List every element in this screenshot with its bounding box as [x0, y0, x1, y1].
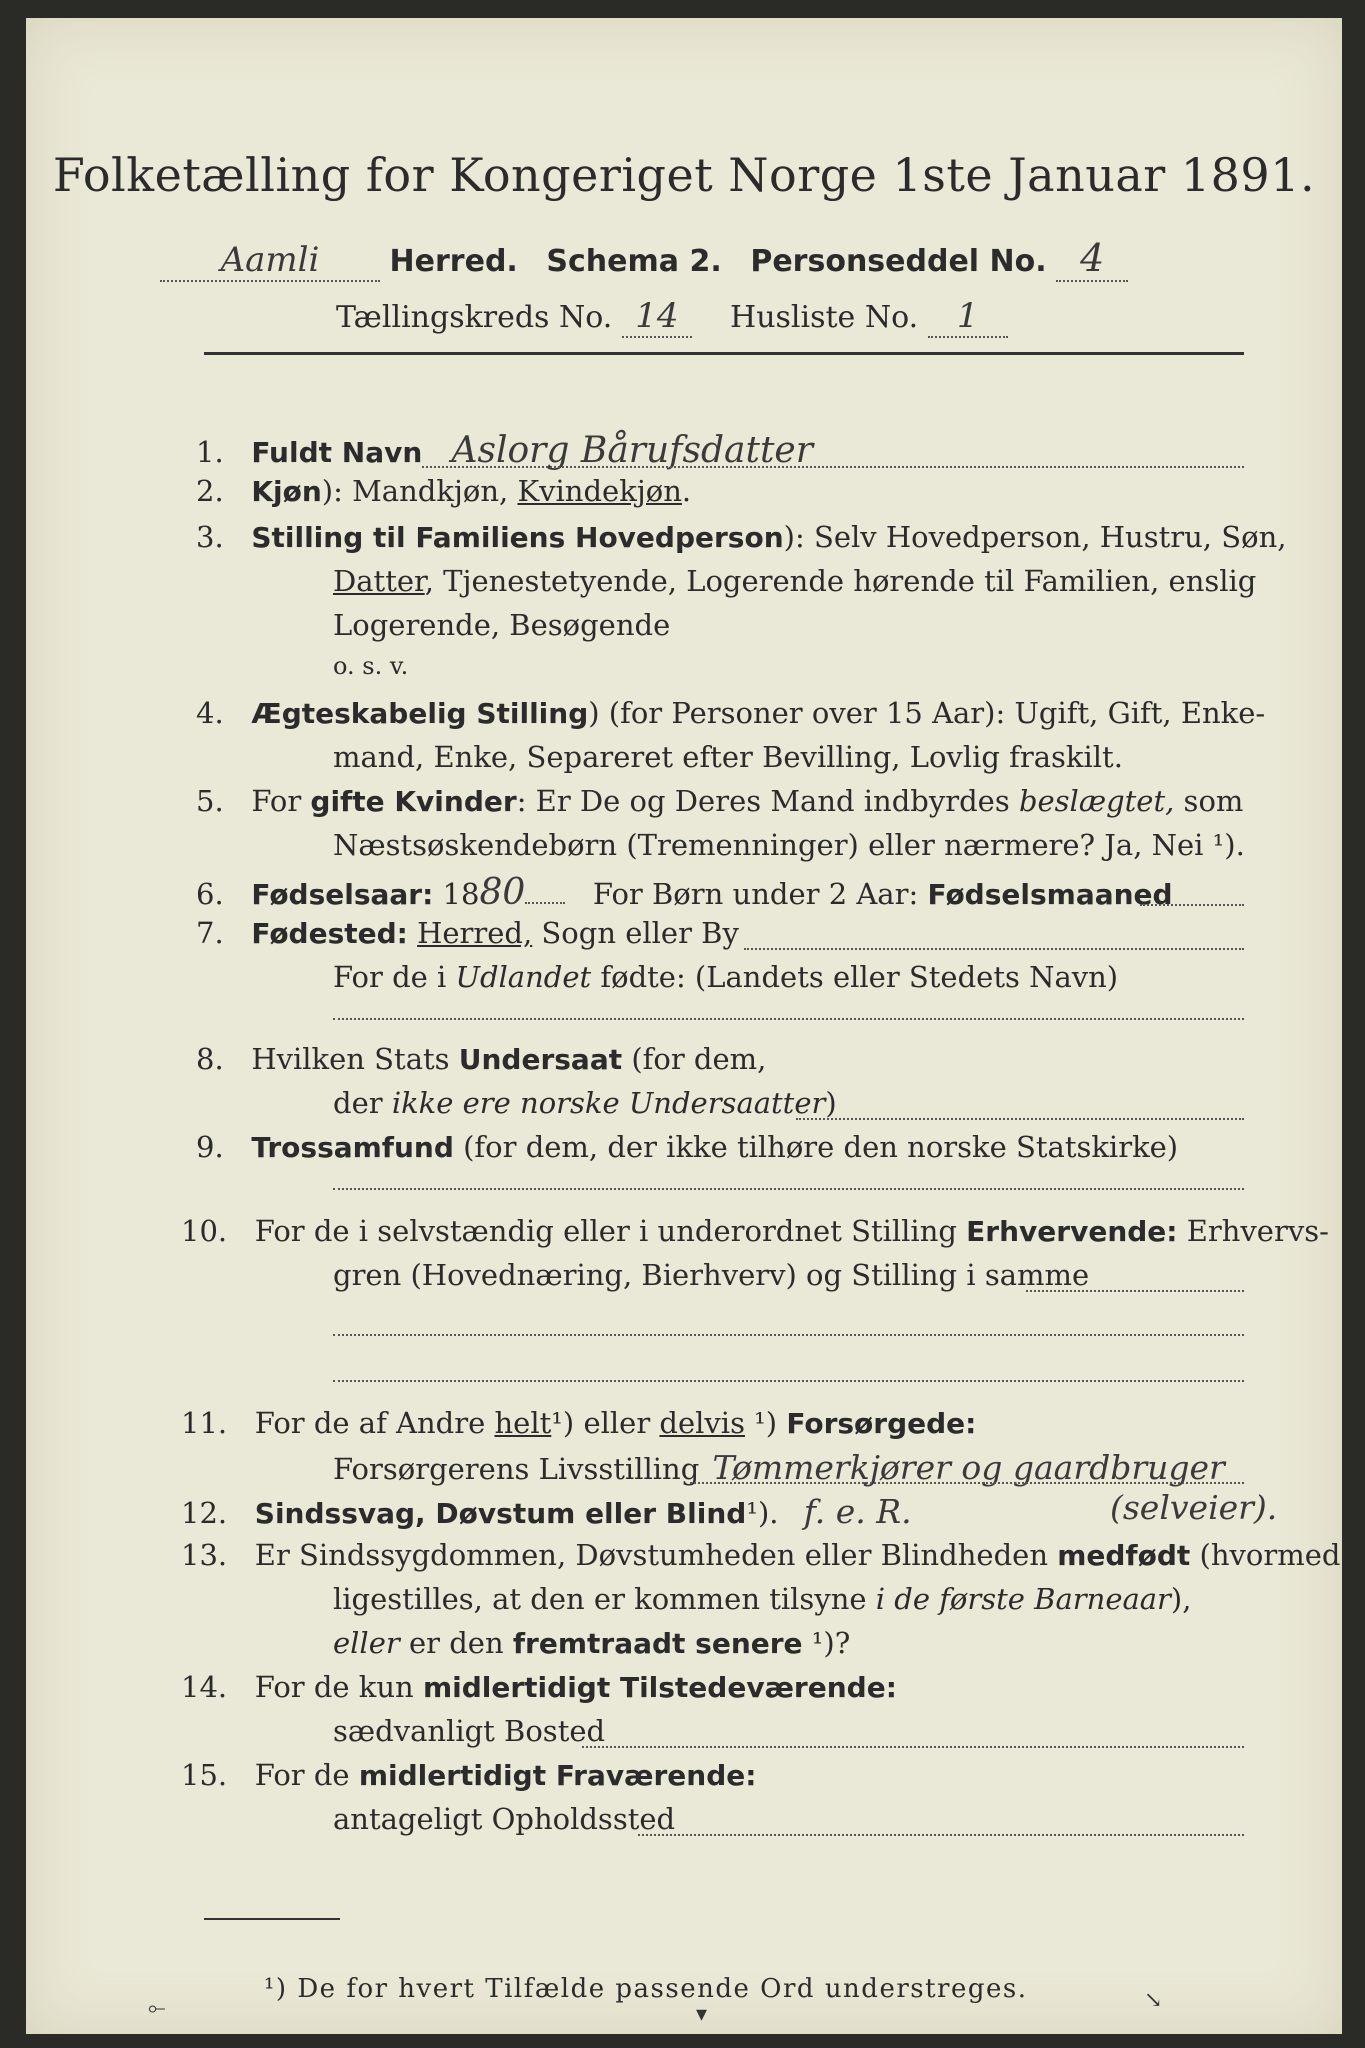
q3-line4: o. s. v.	[333, 652, 409, 680]
q11-delvis: delvis	[659, 1406, 745, 1440]
question-4	[196, 696, 1265, 730]
q11-dotted-line	[690, 1482, 1244, 1484]
pencil-mark-icon: ▾	[696, 2002, 708, 2027]
q13-prefix: Er Sindssygdommen, Døvstumheden eller Blindheden	[254, 1538, 1058, 1572]
header-line-1	[160, 236, 1128, 282]
q10-line2: gren (Hovednæring, Bierhverv) og Stilling i samme	[333, 1258, 1090, 1292]
q8-number: 8.	[196, 1042, 224, 1076]
q1-label: Fuldt Navn	[251, 436, 423, 469]
q8-line2em: ikke ere norske Undersaatter	[391, 1086, 826, 1120]
q1-value: Aslorg Bårufsdatter	[451, 430, 813, 471]
question-10	[181, 1214, 1329, 1248]
q10-label: Erhvervende:	[966, 1215, 1178, 1248]
question-7	[196, 916, 739, 950]
q14-prefix: For de kun	[254, 1670, 423, 1704]
husliste-label: Husliste No.	[730, 300, 919, 335]
q5-line1: : Er De og Deres Mand indbyrdes	[516, 784, 1019, 818]
pencil-mark-icon: ⟜	[148, 1996, 166, 2021]
q6-dotted-line	[1140, 904, 1244, 906]
q5-prefix: For	[251, 784, 311, 818]
q7-dotted-line	[744, 948, 1244, 950]
q2-number: 2.	[196, 474, 224, 508]
q9-number: 9.	[196, 1130, 224, 1164]
q2-underlined: Kvindekjøn	[517, 474, 682, 508]
q3-line1: ): Selv Hovedperson, Hustru, Søn,	[783, 520, 1287, 554]
q13-number: 13.	[181, 1538, 228, 1572]
q3-line3: Logerende, Besøgende	[333, 608, 671, 642]
q10-answer-line-1	[333, 1334, 1244, 1336]
q2-text: ): Mandkjøn,	[321, 474, 518, 508]
q13-line3a: er den	[399, 1626, 513, 1660]
question-13	[181, 1538, 1340, 1572]
q7-label: Fødested:	[251, 917, 408, 950]
q3-number: 3.	[196, 520, 224, 554]
question-6	[196, 872, 1173, 913]
q14-label: midlertidigt Tilstedeværende:	[422, 1671, 897, 1704]
q5-emphasis: beslægtet,	[1018, 784, 1175, 818]
question-14	[181, 1670, 897, 1704]
q11-prefix: For de af Andre	[254, 1406, 495, 1440]
question-11: 11. For de af Andre helt¹) eller delvis ¹) Forsørgede:	[181, 1406, 977, 1440]
q14-dotted-line	[582, 1746, 1244, 1748]
q13-label: medfødt	[1057, 1539, 1191, 1572]
q5-label: gifte Kvinder	[310, 785, 517, 818]
q10-prefix: For de i selvstændig eller i underordnet Stilling	[254, 1214, 967, 1248]
question-5	[196, 784, 1243, 818]
herred-value: Aamli	[220, 240, 320, 280]
q7-line2a: For de i	[333, 960, 456, 994]
q8-label: Undersaat	[458, 1043, 623, 1076]
q1-dotted-line	[422, 466, 1244, 468]
q5-som: som	[1174, 784, 1244, 818]
q14-line2: sædvanligt Bosted	[333, 1714, 606, 1748]
q15-prefix: For de	[254, 1758, 359, 1792]
herred-label: Herred.	[389, 244, 518, 279]
kreds-label: Tællingskreds No.	[336, 300, 613, 335]
form-title: Folketælling for Kongeriget Norge 1ste Januar 1891.	[52, 148, 1316, 202]
q9-text: (for dem, der ikke tilhøre den norske Statskirke)	[453, 1130, 1179, 1164]
q7-herred: Herred,	[417, 916, 533, 950]
q11-value-continued: (selveier).	[1110, 1488, 1278, 1527]
q11-number: 11.	[181, 1406, 228, 1440]
q11-label: Forsørgede:	[786, 1407, 977, 1440]
q3-label: Stilling til Familiens Hovedperson	[251, 521, 784, 554]
q3-line2: , Tjenestetyende, Logerende hørende til Familien, enslig	[424, 564, 1257, 598]
pencil-mark-icon: ↘	[1144, 1988, 1163, 2013]
q12-label: Sindssvag, Døvstum eller Blind	[254, 1497, 747, 1530]
q3-line-2	[333, 564, 1256, 598]
q7-line2em: Udlandet	[455, 960, 592, 994]
q6-text: For Børn under 2 Aar:	[592, 877, 928, 911]
q13-line-3: eller er den fremtraadt senere ¹)?	[333, 1626, 851, 1660]
q3-datter: Datter	[333, 564, 425, 598]
kreds-value: 14	[635, 296, 679, 336]
q8-dotted-line	[796, 1118, 1244, 1120]
question-8	[196, 1042, 766, 1076]
q6-label2: Fødselsmaaned	[927, 878, 1173, 911]
q10-dotted-line	[1026, 1290, 1244, 1292]
q13-line-2: ligestilles, at den er kommen tilsyne i de første Barneaar),	[333, 1582, 1192, 1616]
q15-dotted-line	[638, 1834, 1244, 1836]
q11-helt: helt	[494, 1406, 552, 1440]
q8-prefix: Hvilken Stats	[251, 1042, 459, 1076]
q11-mid: ) eller	[562, 1406, 660, 1440]
header-rule	[204, 352, 1244, 355]
q4-number: 4.	[196, 696, 224, 730]
q7-number: 7.	[196, 916, 224, 950]
q12-value: f. e. R.	[803, 1492, 912, 1531]
personseddel-value: 4	[1080, 236, 1105, 280]
q10-number: 10.	[181, 1214, 228, 1248]
q1-number: 1.	[196, 435, 224, 469]
q7-line-2	[333, 960, 1118, 994]
question-1	[196, 430, 813, 471]
q15-number: 15.	[181, 1758, 228, 1792]
q7-rest: Sogn eller By	[532, 916, 739, 950]
question-3	[196, 520, 1286, 554]
q4-label: Ægteskabelig Stilling	[251, 697, 589, 730]
question-9	[196, 1130, 1178, 1164]
q15-label: midlertidigt Fraværende:	[358, 1759, 757, 1792]
q6-prefix: 18	[433, 877, 480, 911]
q6-label: Fødselsaar:	[251, 878, 434, 911]
q12-number: 12.	[181, 1496, 228, 1530]
q8-line2a: der	[333, 1086, 392, 1120]
husliste-value: 1	[956, 296, 979, 336]
q10-answer-line-2	[333, 1380, 1244, 1382]
footnote: ¹) De for hvert Tilfælde passende Ord understreges.	[264, 1974, 1028, 2004]
q13-line2em: i de første Barneaar	[875, 1582, 1171, 1616]
header-line-2	[336, 296, 1008, 338]
q13-line3label: fremtraadt senere	[512, 1627, 803, 1660]
q7-line2b: fødte: (Landets eller Stedets Navn)	[591, 960, 1119, 994]
q9-label: Trossamfund	[251, 1131, 454, 1164]
q5-number: 5.	[196, 784, 224, 818]
q6-value: 80	[479, 872, 526, 913]
q5-line2: Næstsøskendebørn (Tremenninger) eller nærmere? Ja, Nei ¹).	[333, 828, 1245, 862]
q7-answer-line	[333, 1018, 1244, 1020]
q13-line2a: ligestilles, at den er kommen tilsyne	[333, 1582, 876, 1616]
q12-tail: ).	[757, 1496, 779, 1530]
q13-suffix: (hvormed	[1190, 1538, 1341, 1572]
q6-number: 6.	[196, 877, 224, 911]
question-2: 2. Kjøn): Mandkjøn, Kvindekjøn.	[196, 474, 692, 508]
q8-line-2: der ikke ere norske Undersaatter)	[333, 1086, 837, 1120]
question-12: 12. Sindssvag, Døvstum eller Blind¹). f. e. R.	[181, 1492, 912, 1531]
q4-line2: mand, Enke, Separeret efter Bevilling, Lovlig fraskilt.	[333, 740, 1123, 774]
q15-line2: antageligt Opholdssted	[333, 1802, 676, 1836]
question-15	[181, 1758, 756, 1792]
q2-label: Kjøn	[251, 475, 322, 508]
schema-label: Schema 2.	[546, 244, 722, 279]
q10-suffix: Erhvervs-	[1177, 1214, 1329, 1248]
q11-line2: Forsørgerens Livsstilling	[333, 1452, 700, 1486]
q4-line1: ) (for Personer over 15 Aar): Ugift, Gift, Enke-	[588, 696, 1266, 730]
personseddel-label: Personseddel No.	[750, 244, 1047, 279]
q11-value: Tømmerkjører og gaardbruger	[712, 1448, 1225, 1487]
q8-suffix: (for dem,	[622, 1042, 767, 1076]
q9-answer-line	[333, 1188, 1244, 1190]
q11-sup: ¹)	[744, 1406, 787, 1440]
q13-line3em: eller	[333, 1626, 400, 1660]
q14-number: 14.	[181, 1670, 228, 1704]
footnote-rule	[204, 1918, 340, 1920]
census-form	[26, 18, 1342, 2034]
